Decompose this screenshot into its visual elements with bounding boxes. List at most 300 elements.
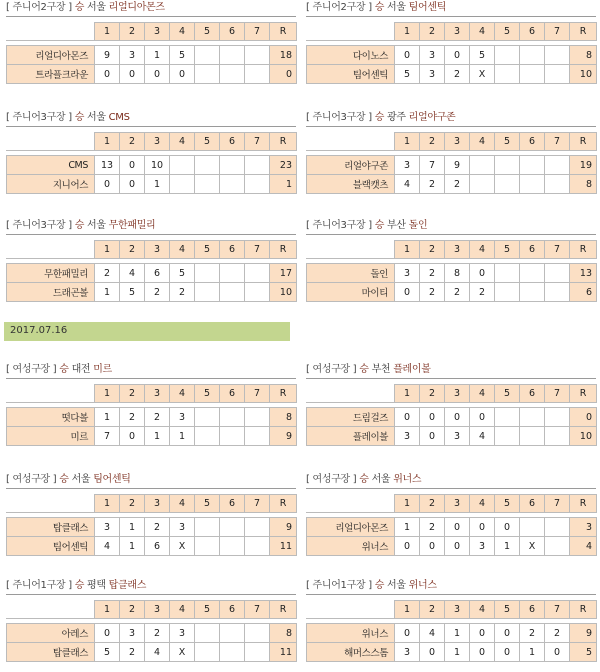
inning-score-cell <box>520 283 545 302</box>
field-label: [ 여성구장 ] <box>306 364 357 375</box>
inning-header-cell: 4 <box>470 133 495 151</box>
team-name-cell: 블랙캣츠 <box>307 175 395 194</box>
winner-name: 리얼디아몬즈 <box>108 2 165 13</box>
inning-header-cell: 7 <box>245 385 270 403</box>
inning-header-cell: 2 <box>120 241 145 259</box>
win-label: 승 <box>74 2 85 13</box>
inning-score-cell: 2 <box>145 518 170 537</box>
total-runs-cell: 17 <box>270 264 297 283</box>
inning-score-cell: 3 <box>470 537 495 556</box>
team-name-cell: 아레스 <box>7 624 95 643</box>
inning-header-cell: 4 <box>170 385 195 403</box>
team-name-cell: 위너스 <box>307 624 395 643</box>
team-score-row <box>7 427 297 446</box>
game-title <box>6 362 296 379</box>
inning-score-cell <box>495 408 520 427</box>
team-score-row <box>307 175 597 194</box>
team-name-cell: 탑클래스 <box>7 643 95 662</box>
inning-score-cell <box>220 46 245 65</box>
inning-score-cell: X <box>170 537 195 556</box>
inning-score-cell <box>220 537 245 556</box>
inning-header-cell: 4 <box>470 495 495 513</box>
team-name-cell: 드래곤볼 <box>7 283 95 302</box>
inning-score-cell <box>220 643 245 662</box>
inning-score-cell <box>520 46 545 65</box>
inning-score-cell <box>195 175 220 194</box>
inning-score-cell: 4 <box>470 427 495 446</box>
header-blank-cell <box>7 133 95 151</box>
win-label: 승 <box>74 220 85 231</box>
inning-header-cell: R <box>270 241 297 259</box>
score-table <box>6 132 297 194</box>
inning-score-cell: 1 <box>120 518 145 537</box>
team-score-row <box>7 264 297 283</box>
header-blank-cell <box>307 385 395 403</box>
inning-header-cell: 7 <box>245 23 270 41</box>
inning-score-cell: 0 <box>145 65 170 84</box>
venue-label: 부천 <box>371 364 391 375</box>
team-score-row <box>307 408 597 427</box>
total-runs-cell: 23 <box>270 156 297 175</box>
total-runs-cell: 4 <box>570 537 597 556</box>
venue-label: 부산 <box>386 220 406 231</box>
inning-score-cell <box>245 175 270 194</box>
inning-score-cell <box>195 537 220 556</box>
field-label: [ 주니어2구장 ] <box>306 2 372 13</box>
inning-score-cell: 2 <box>445 175 470 194</box>
game-title <box>306 218 596 235</box>
inning-header-cell: 1 <box>95 133 120 151</box>
inning-header-cell: R <box>570 385 597 403</box>
game-card <box>6 0 296 84</box>
game-title <box>306 0 596 17</box>
inning-header-cell: 3 <box>445 23 470 41</box>
inning-score-cell <box>245 46 270 65</box>
inning-score-cell: 5 <box>395 65 420 84</box>
inning-score-cell <box>195 283 220 302</box>
inning-score-cell: 0 <box>395 537 420 556</box>
inning-header-cell: 5 <box>195 23 220 41</box>
inning-score-cell: 3 <box>420 46 445 65</box>
header-blank-cell <box>307 495 395 513</box>
inning-header-cell: 1 <box>395 241 420 259</box>
inning-header-cell: 4 <box>470 385 495 403</box>
inning-score-cell <box>245 65 270 84</box>
game-title <box>6 0 296 17</box>
inning-header-cell: 1 <box>395 495 420 513</box>
inning-header-cell: 6 <box>220 23 245 41</box>
inning-header-cell: 1 <box>95 385 120 403</box>
team-score-row <box>307 518 597 537</box>
inning-header-cell: 7 <box>545 133 570 151</box>
inning-score-cell <box>195 65 220 84</box>
win-label: 승 <box>359 364 369 375</box>
win-label: 승 <box>374 112 385 123</box>
inning-header-cell: R <box>270 601 297 619</box>
inning-header-cell: 6 <box>220 133 245 151</box>
header-blank-cell <box>7 601 95 619</box>
winner-name: 팀어센틱 <box>408 2 447 13</box>
inning-score-cell: 10 <box>145 156 170 175</box>
innings-header-row <box>307 133 597 151</box>
team-name-cell: 위너스 <box>307 537 395 556</box>
game-card <box>306 362 596 446</box>
inning-score-cell: 3 <box>395 156 420 175</box>
inning-score-cell: 2 <box>470 283 495 302</box>
inning-header-cell: 6 <box>520 601 545 619</box>
team-score-row <box>7 156 297 175</box>
winner-name: 위너스 <box>393 474 422 485</box>
inning-header-cell: 5 <box>195 495 220 513</box>
inning-score-cell <box>220 264 245 283</box>
inning-header-cell: 6 <box>220 241 245 259</box>
inning-score-cell: 5 <box>95 643 120 662</box>
inning-score-cell <box>545 518 570 537</box>
inning-score-cell: 7 <box>95 427 120 446</box>
score-table <box>6 600 297 662</box>
inning-header-cell: 4 <box>170 601 195 619</box>
inning-score-cell: 0 <box>420 408 445 427</box>
inning-score-cell: 1 <box>95 283 120 302</box>
innings-header-row <box>7 133 297 151</box>
inning-header-cell: 1 <box>95 241 120 259</box>
team-score-row <box>307 643 597 662</box>
inning-score-cell <box>245 518 270 537</box>
win-label: 승 <box>374 2 385 13</box>
inning-header-cell: 5 <box>495 601 520 619</box>
inning-score-cell: 0 <box>420 537 445 556</box>
inning-score-cell <box>195 427 220 446</box>
total-runs-cell: 5 <box>570 643 597 662</box>
inning-score-cell: 4 <box>120 264 145 283</box>
inning-header-cell: 4 <box>470 601 495 619</box>
total-runs-cell: 0 <box>270 65 297 84</box>
inning-header-cell: R <box>570 23 597 41</box>
inning-score-cell: 0 <box>395 408 420 427</box>
inning-score-cell: 2 <box>420 518 445 537</box>
inning-score-cell: 3 <box>120 46 145 65</box>
venue-label: 대전 <box>71 364 91 375</box>
win-label: 승 <box>59 364 69 375</box>
inning-header-cell: 3 <box>445 133 470 151</box>
win-label: 승 <box>74 580 85 591</box>
team-name-cell: 팀어센틱 <box>307 65 395 84</box>
game-card <box>306 218 596 302</box>
team-name-cell: 마이티 <box>307 283 395 302</box>
inning-header-cell: 2 <box>420 241 445 259</box>
team-name-cell: 미르 <box>7 427 95 446</box>
inning-score-cell: 1 <box>145 46 170 65</box>
score-table <box>306 22 597 84</box>
inning-header-cell: 7 <box>545 495 570 513</box>
venue-label: 서울 <box>86 220 106 231</box>
inning-score-cell: 1 <box>95 408 120 427</box>
venue-label: 서울 <box>86 112 106 123</box>
inning-header-cell: 2 <box>420 495 445 513</box>
inning-score-cell: X <box>470 65 495 84</box>
inning-header-cell: 3 <box>145 385 170 403</box>
inning-header-cell: 5 <box>495 241 520 259</box>
header-blank-cell <box>7 23 95 41</box>
inning-score-cell: 3 <box>170 624 195 643</box>
inning-score-cell <box>545 427 570 446</box>
inning-score-cell: 6 <box>145 264 170 283</box>
inning-score-cell: 0 <box>395 46 420 65</box>
inning-score-cell: 0 <box>420 427 445 446</box>
team-name-cell: CMS <box>7 156 95 175</box>
inning-score-cell <box>545 175 570 194</box>
inning-score-cell: 2 <box>95 264 120 283</box>
win-label: 승 <box>374 580 385 591</box>
total-runs-cell: 6 <box>570 283 597 302</box>
team-name-cell: 떳다볼 <box>7 408 95 427</box>
winner-name: 미르 <box>93 364 112 375</box>
inning-score-cell: 1 <box>395 518 420 537</box>
inning-header-cell: 4 <box>170 133 195 151</box>
inning-header-cell: 1 <box>95 601 120 619</box>
team-score-row <box>307 283 597 302</box>
team-name-cell: 리얼디아몬즈 <box>307 518 395 537</box>
inning-score-cell: 2 <box>420 264 445 283</box>
score-table <box>306 600 597 662</box>
inning-score-cell: 2 <box>145 408 170 427</box>
inning-header-cell: R <box>570 601 597 619</box>
team-score-row <box>307 156 597 175</box>
game-card <box>6 362 296 446</box>
inning-score-cell: 1 <box>170 427 195 446</box>
inning-score-cell <box>495 427 520 446</box>
inning-score-cell <box>545 264 570 283</box>
inning-score-cell: 0 <box>445 537 470 556</box>
inning-score-cell: 4 <box>145 643 170 662</box>
inning-header-cell: R <box>270 133 297 151</box>
inning-score-cell <box>520 518 545 537</box>
inning-score-cell: 2 <box>520 624 545 643</box>
inning-header-cell: 2 <box>120 385 145 403</box>
inning-score-cell: X <box>520 537 545 556</box>
inning-score-cell <box>545 65 570 84</box>
inning-score-cell: 0 <box>420 643 445 662</box>
venue-label: 서울 <box>371 474 391 485</box>
inning-header-cell: 5 <box>195 133 220 151</box>
inning-score-cell <box>520 408 545 427</box>
inning-score-cell <box>520 156 545 175</box>
inning-header-cell: 7 <box>545 601 570 619</box>
inning-score-cell: 6 <box>145 537 170 556</box>
inning-header-cell: 6 <box>520 133 545 151</box>
inning-header-cell: 1 <box>395 385 420 403</box>
inning-score-cell: 1 <box>120 537 145 556</box>
inning-header-cell: 5 <box>495 23 520 41</box>
team-score-row <box>7 175 297 194</box>
score-table <box>6 384 297 446</box>
inning-score-cell: 1 <box>445 643 470 662</box>
inning-score-cell <box>495 283 520 302</box>
inning-score-cell: 0 <box>545 643 570 662</box>
inning-header-cell: 5 <box>195 241 220 259</box>
inning-score-cell: 3 <box>395 264 420 283</box>
inning-score-cell <box>195 156 220 175</box>
inning-header-cell: 7 <box>245 241 270 259</box>
inning-header-cell: 3 <box>145 601 170 619</box>
team-score-row <box>307 46 597 65</box>
inning-header-cell: 3 <box>445 495 470 513</box>
inning-score-cell <box>245 283 270 302</box>
inning-score-cell <box>245 624 270 643</box>
header-blank-cell <box>307 601 395 619</box>
inning-score-cell: 0 <box>495 518 520 537</box>
inning-score-cell <box>520 65 545 84</box>
inning-header-cell: 1 <box>395 23 420 41</box>
field-label: [ 주니어3구장 ] <box>306 220 372 231</box>
inning-score-cell <box>245 537 270 556</box>
venue-label: 서울 <box>71 474 91 485</box>
total-runs-cell: 10 <box>570 427 597 446</box>
game-title <box>6 218 296 235</box>
inning-header-cell: 3 <box>145 23 170 41</box>
venue-label: 서울 <box>386 580 406 591</box>
inning-score-cell <box>220 175 245 194</box>
team-name-cell: 해머스스톰 <box>307 643 395 662</box>
inning-header-cell: R <box>270 23 297 41</box>
team-name-cell: 다이노스 <box>307 46 395 65</box>
inning-score-cell <box>195 264 220 283</box>
inning-score-cell <box>220 624 245 643</box>
inning-score-cell: 5 <box>120 283 145 302</box>
inning-header-cell: R <box>270 385 297 403</box>
inning-header-cell: 7 <box>245 495 270 513</box>
inning-header-cell: 3 <box>445 385 470 403</box>
inning-header-cell: 7 <box>245 133 270 151</box>
inning-score-cell <box>520 264 545 283</box>
total-runs-cell: 11 <box>270 643 297 662</box>
team-score-row <box>307 427 597 446</box>
inning-header-cell: 4 <box>470 23 495 41</box>
inning-header-cell: 3 <box>145 241 170 259</box>
inning-score-cell: 0 <box>445 408 470 427</box>
team-score-row <box>7 408 297 427</box>
game-card <box>6 472 296 556</box>
inning-score-cell <box>545 408 570 427</box>
inning-score-cell <box>245 643 270 662</box>
score-table <box>6 240 297 302</box>
inning-score-cell: 13 <box>95 156 120 175</box>
score-table <box>306 384 597 446</box>
inning-score-cell: 0 <box>495 624 520 643</box>
total-runs-cell: 8 <box>270 624 297 643</box>
inning-score-cell <box>220 156 245 175</box>
inning-score-cell: 0 <box>120 156 145 175</box>
inning-header-cell: 2 <box>420 133 445 151</box>
inning-score-cell <box>495 264 520 283</box>
inning-score-cell: 2 <box>145 283 170 302</box>
game-title <box>306 110 596 127</box>
field-label: [ 여성구장 ] <box>6 474 57 485</box>
inning-score-cell <box>470 175 495 194</box>
header-blank-cell <box>307 133 395 151</box>
inning-header-cell: 4 <box>470 241 495 259</box>
inning-score-cell <box>545 283 570 302</box>
inning-header-cell: R <box>570 241 597 259</box>
inning-score-cell: 0 <box>470 518 495 537</box>
inning-score-cell <box>195 643 220 662</box>
inning-score-cell: 5 <box>470 46 495 65</box>
inning-score-cell: 2 <box>120 408 145 427</box>
innings-header-row <box>307 495 597 513</box>
header-blank-cell <box>7 385 95 403</box>
inning-score-cell <box>195 624 220 643</box>
inning-score-cell <box>470 156 495 175</box>
score-table <box>306 132 597 194</box>
team-name-cell: 탑클래스 <box>7 518 95 537</box>
inning-score-cell <box>245 408 270 427</box>
inning-score-cell <box>220 65 245 84</box>
inning-score-cell: 3 <box>170 518 195 537</box>
field-label: [ 주니어1구장 ] <box>306 580 372 591</box>
inning-score-cell <box>495 65 520 84</box>
inning-score-cell: 2 <box>420 175 445 194</box>
total-runs-cell: 8 <box>570 175 597 194</box>
team-score-row <box>7 624 297 643</box>
innings-header-row <box>7 495 297 513</box>
inning-header-cell: 3 <box>445 241 470 259</box>
total-runs-cell: 0 <box>570 408 597 427</box>
inning-score-cell: 5 <box>170 46 195 65</box>
team-name-cell: 리얼야구존 <box>307 156 395 175</box>
header-blank-cell <box>7 241 95 259</box>
team-name-cell: 돌인 <box>307 264 395 283</box>
team-score-row <box>7 537 297 556</box>
inning-score-cell: 3 <box>395 427 420 446</box>
team-score-row <box>7 46 297 65</box>
field-label: [ 주니어3구장 ] <box>6 220 72 231</box>
inning-header-cell: 6 <box>220 601 245 619</box>
inning-score-cell: 4 <box>95 537 120 556</box>
team-score-row <box>7 283 297 302</box>
inning-score-cell: 0 <box>395 624 420 643</box>
inning-score-cell <box>495 156 520 175</box>
inning-score-cell <box>220 408 245 427</box>
inning-header-cell: R <box>570 133 597 151</box>
inning-header-cell: 6 <box>520 495 545 513</box>
inning-score-cell: 0 <box>470 643 495 662</box>
field-label: [ 여성구장 ] <box>6 364 57 375</box>
winner-name: 리얼야구존 <box>408 112 456 123</box>
game-card <box>306 472 596 556</box>
winner-name: 무한패밀리 <box>108 220 156 231</box>
winner-name: 플레이볼 <box>393 364 431 375</box>
inning-header-cell: 2 <box>120 495 145 513</box>
inning-header-cell: 1 <box>95 23 120 41</box>
inning-score-cell: 0 <box>120 427 145 446</box>
inning-score-cell: 0 <box>470 264 495 283</box>
inning-score-cell: 0 <box>445 518 470 537</box>
team-name-cell: 트라플크라운 <box>7 65 95 84</box>
inning-header-cell: R <box>570 495 597 513</box>
inning-score-cell: 7 <box>420 156 445 175</box>
win-label: 승 <box>59 474 69 485</box>
team-score-row <box>307 624 597 643</box>
inning-header-cell: 3 <box>145 495 170 513</box>
inning-header-cell: 1 <box>95 495 120 513</box>
game-card <box>306 110 596 194</box>
win-label: 승 <box>359 474 369 485</box>
inning-header-cell: 6 <box>520 385 545 403</box>
team-score-row <box>307 264 597 283</box>
inning-header-cell: 2 <box>120 23 145 41</box>
win-label: 승 <box>374 220 385 231</box>
inning-score-cell <box>245 264 270 283</box>
